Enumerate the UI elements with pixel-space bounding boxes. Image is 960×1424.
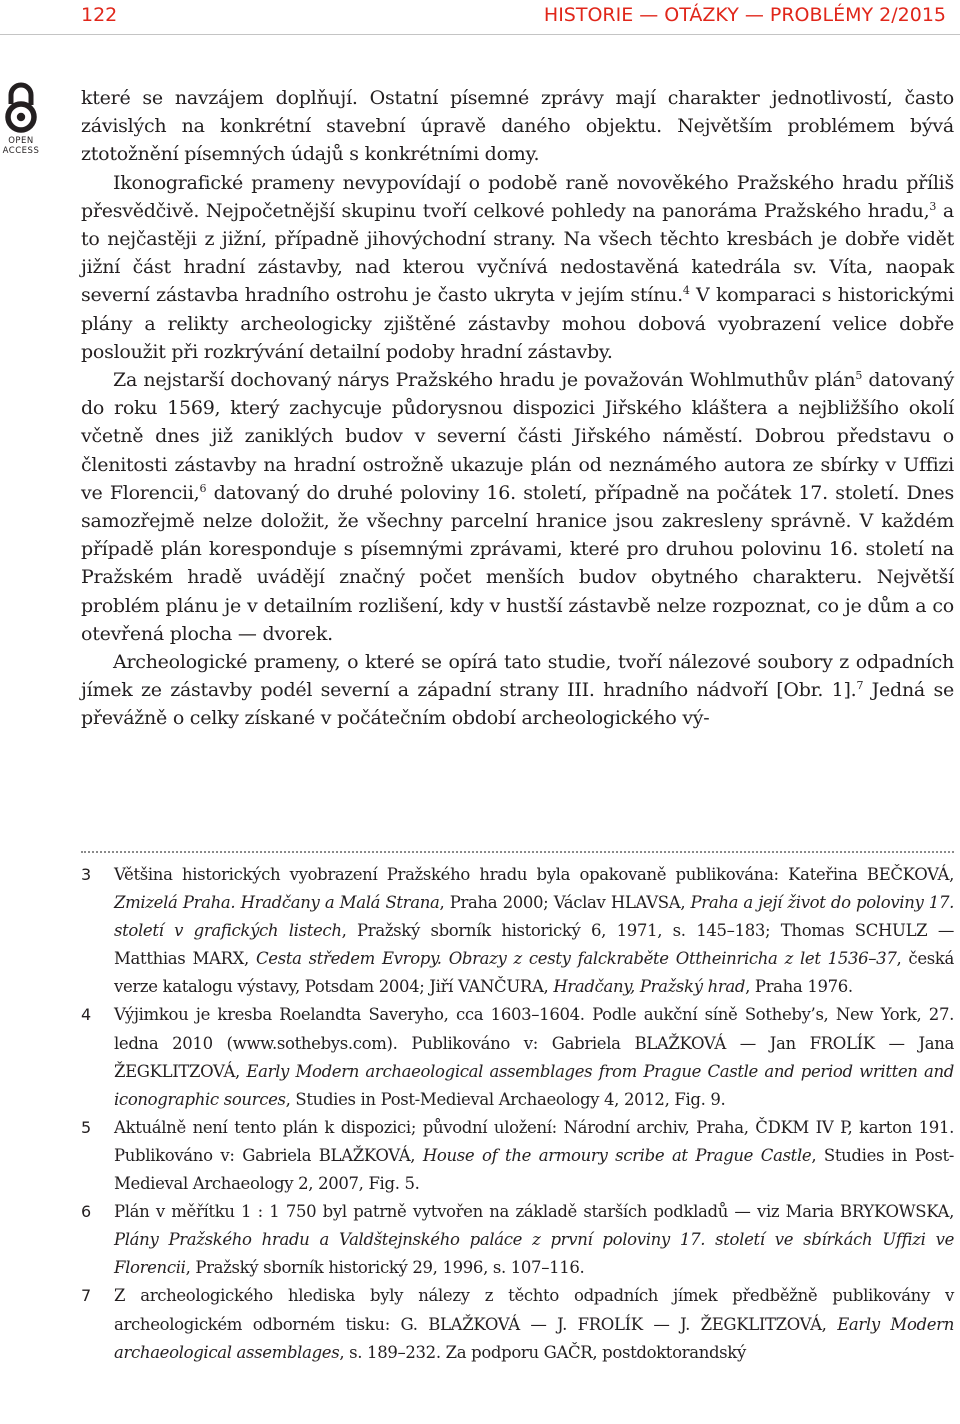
footnote-text: Aktuálně není tento plán k dispozici; původní uložení: Národní archiv, Praha, ČDKM IV P, karton 191. Publikováno v: Gabriela BLAŽKOVÁ, House of the armoury scribe at Prague Castle, Studies in Post-Medieval Archaeology 2, 2007, Fig. 5. bbox=[114, 1117, 955, 1194]
body-paragraph bbox=[81, 648, 954, 733]
running-header bbox=[0, 0, 960, 35]
footnote-text: Z archeologického hlediska byly nálezy z těchto odpadních jímek předběžně publikovány v archeologickém odborném tisku: G. BLAŽKOVÁ — J. FROLÍK — J. ŽEGKLITZOVÁ, Early Modern archaeological assemblages, s. 189–232. Za podporu GAČR, postdoktorandský bbox=[114, 1286, 954, 1362]
paragraph-text: Ikonografické prameny nevypovídají o podobě raně novověkého Pražského hradu příliš přesvědčivě. Nejpočetnější skupinu tvoří celkové pohledy na panoráma Pražského hradu, bbox=[81, 171, 954, 222]
paragraph-text: které se navzájem doplňují. Ostatní písemné zprávy mají charakter jednotlivostí, často závislých na konkrétní stavební úpravě daného objektu. Největším problémem bývá ztotožnění písemných údajů s konkrétními domy. bbox=[81, 87, 954, 166]
footnote-number: 5 bbox=[81, 1117, 92, 1137]
footnote-text: Plán v měřítku 1 : 1 750 byl patrně vytvořen na základě starších podkladů — viz Maria BRYKOWSKA, Plány Pražského hradu a Valdštejnského paláce z první poloviny 17. století ve sbírkách Uffizi ve Florencii, Pražský sborník historický 29, 1996, s. 107–116. bbox=[114, 1202, 954, 1278]
footnote-ref[interactable]: 4 bbox=[682, 284, 690, 298]
footnote-number: 3 bbox=[81, 865, 92, 884]
footnote-divider bbox=[81, 851, 954, 853]
page-number: 122 bbox=[81, 4, 118, 26]
open-access-logo bbox=[0, 82, 42, 156]
footnote-item bbox=[81, 861, 954, 1001]
footnotes bbox=[81, 861, 954, 1367]
footnote-ref[interactable]: 7 bbox=[856, 679, 864, 693]
paragraph-text: datovaný do roku 1569, který zachycuje půdorysnou dispozici Jiřského kláštera a nejbližšího okolí včetně dnes již zaniklých budov v severní části Jiřského náměstí. Dobrou představu o členitosti zástavby na hradní ostrožně ukazuje plán od neznámého autora ze sbírky v Uffizi ve Florencii, bbox=[81, 369, 954, 504]
footnote-item bbox=[81, 1282, 954, 1366]
footnote-number: 4 bbox=[81, 1005, 92, 1025]
body-paragraph bbox=[81, 366, 954, 648]
open-access-icon bbox=[4, 82, 38, 134]
paragraph-text: a to nejčastěji z jižní, případně jihovýchodní strany. Na všech těchto kresbách je dobře vidět jižní část hradní zástavby, nad kterou vyčnívá nedostavěná katedrála sv. Víta, naopak severní zástavba hradního ostrohu je často ukryta v jejím stínu. bbox=[81, 199, 955, 307]
footnote-number: 7 bbox=[81, 1286, 92, 1306]
footnote-item bbox=[81, 1198, 954, 1282]
paragraph-text: Za nejstarší dochovaný nárys Pražského hradu je považován Wohlmuthův plán bbox=[113, 369, 856, 392]
footnote-item bbox=[81, 1001, 954, 1113]
paragraph-text: Archeologické prameny, o které se opírá tato studie, tvoří nálezové soubory z odpadních jímek ze zástavby podél severní a západní strany III. hradního nádvoří [Obr. 1]. bbox=[81, 651, 954, 702]
open-access-label-line2: ACCESS bbox=[2, 146, 40, 156]
paragraph-text: V komparaci s historickými plány a relikty archeologicky zjištěné zástavby mohou dobová vyobrazení velice dobře posloužit při rozkrývání detailní podoby hradní zástavby. bbox=[81, 284, 954, 363]
footnote-number: 6 bbox=[81, 1202, 92, 1222]
open-access-label-line1: OPEN bbox=[8, 136, 34, 146]
footnote-ref[interactable]: 3 bbox=[929, 199, 937, 213]
main-text bbox=[81, 84, 954, 733]
paragraph-text: Jedná se převážně o celky získané v počátečním období archeologického vý- bbox=[81, 679, 954, 730]
journal-title: HISTORIE — OTÁZKY — PROBLÉMY 2/2015 bbox=[543, 4, 946, 26]
footnote-text: Většina historických vyobrazení Pražského hradu byla opakovaně publikována: Kateřina BEČKOVÁ, Zmizelá Praha. Hradčany a Malá Strana, Praha 2000; Václav HLAVSA, Praha a její život do poloviny 17. století v grafických listech, Pražský sborník historický 6, 1971, s. 145–183; Thomas SCHULZ — Matthias MARX, Cesta středem Evropy. Obrazy z cesty falckraběte Ottheinricha z let 1536–37, česká verze katalogu výstavy, Potsdam 2004; Jiří VANČURA, Hradčany, Pražský hrad, Praha 1976. bbox=[114, 865, 954, 997]
body-paragraph bbox=[81, 84, 954, 366]
footnote-text: Výjimkou je kresba Roelandta Saveryho, cca 1603–1604. Podle aukční síně Sotheby’s, New York, 27. ledna 2010 (www.sothebys.com). Publikováno v: Gabriela BLAŽKOVÁ — Jan FROLÍK — Jana ŽEGKLITZOVÁ, Early Modern archaeological assemblages from Prague Castle and period written and iconographic sources, Studies in Post-Medieval Archaeology 4, 2012, Fig. 9. bbox=[114, 1005, 954, 1109]
footnote-item bbox=[81, 1114, 954, 1198]
footnote-ref[interactable]: 6 bbox=[199, 481, 207, 495]
paragraph-text: datovaný do druhé poloviny 16. století, případně na počátek 17. století. Dnes samozřejmě nelze doložit, že všechny parcelní hranice jsou zakresleny správně. V každém případě plán koresponduje s písemnými zprávami, které pro druhou polovinu 16. století na Pražském hradě uvádějí značný počet menších budov obytného charakteru. Největší problém plánu je v detailním rozlišení, kdy v hustší zástavbě nelze rozpoznat, co je dům a co otevřená plocha — dvorek. bbox=[81, 481, 954, 645]
footnote-ref[interactable]: 5 bbox=[855, 369, 863, 383]
